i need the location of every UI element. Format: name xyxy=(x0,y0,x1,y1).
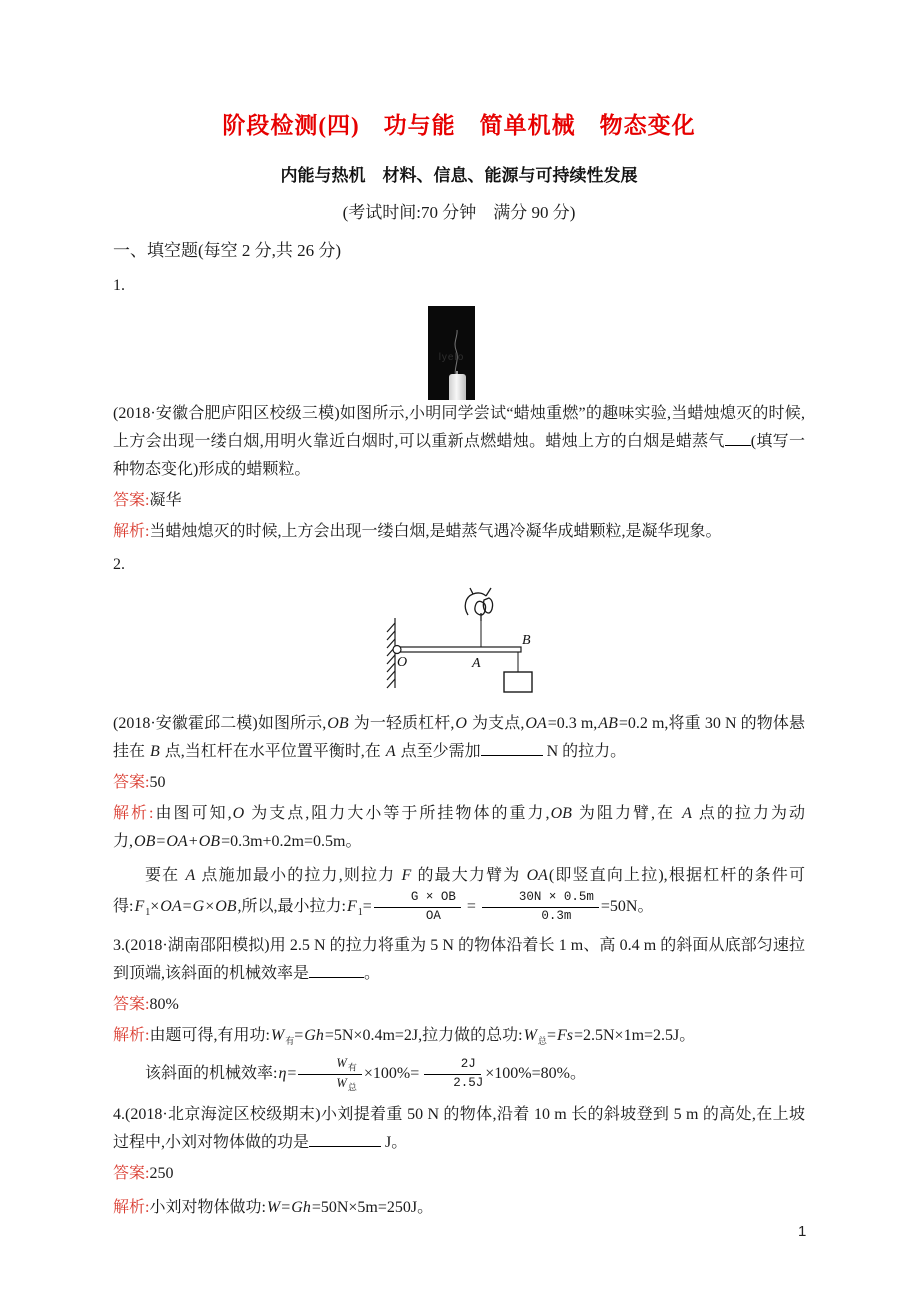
question-2-analysis-line xyxy=(113,800,805,856)
wall-icon xyxy=(387,618,395,688)
section-heading: 一、填空题(每空 2 分,共 26 分) xyxy=(113,241,342,260)
answer-value: 250 xyxy=(149,1164,174,1182)
analysis-text: 小刘对物体做功:W=Gh=50N×5m=250J。 xyxy=(149,1198,434,1216)
answer-label: 答案: xyxy=(113,1164,150,1182)
analysis-label: 解析: xyxy=(113,523,150,540)
answer-label: 答案: xyxy=(113,492,150,509)
label-O: O xyxy=(397,655,408,670)
analysis-text: 由图可知,O 为支点,阻力大小等于所挂物体的重力,OB 为阻力臂,在 A 点的拉力为动力,OB=OA+OB=0.3m+0.2m=0.5m。 xyxy=(113,805,805,850)
answer-value: 凝华 xyxy=(149,492,182,509)
question-1-stem: (2018·安徽合肥庐阳区校级三模)如图所示,小明同学尝试“蜡烛重燃”的趣味实验,当蜡烛熄灭的时候,上方会出现一缕白烟,用明火靠近白烟时,可以重新点燃蜡烛。蜡烛上方的白烟是蜡蒸气 (填写一种物态变化)形成的蜡颗粒。 xyxy=(113,405,805,478)
question-4-analysis-line xyxy=(113,1194,805,1222)
question-2-number: 2. xyxy=(113,556,125,573)
question-2-stem: (2018·安徽霍邱二模)如图所示,OB 为一轻质杠杆,O 为支点,OA=0.3 m,AB=0.2 m,将重 30 N 的物体悬挂在 B 点,当杠杆在水平位置平衡时,在 A 点至少需加 N 的拉力。 xyxy=(113,715,805,760)
question-1-number: 1. xyxy=(113,277,125,294)
question-2-analysis-continued: 要在 A 点施加最小的拉力,则拉力 F 的最大力臂为 OA(即竖直向上拉),根据杠杆的条件可得$:F_1\times OA=G\times OB$,所以,最小拉力$:F_1=$ $\frac{G \times OB}{OA}$ = $\frac{30N \times 0.5m}{0.3m}$ =50N。 xyxy=(113,867,805,923)
exam-info: (考试时间:70 分钟 满分 90 分) xyxy=(342,203,576,222)
fill-in-blank xyxy=(309,1131,381,1147)
label-A: A xyxy=(472,656,481,671)
candle-experiment-image xyxy=(428,306,475,400)
analysis-label: 解析: xyxy=(113,1198,150,1216)
question-1-answer-line xyxy=(113,487,805,515)
page-title: 阶段检测(四) 功与能 简单机械 物态变化 xyxy=(222,113,696,138)
fill-in-blank xyxy=(725,430,751,446)
pivot-icon xyxy=(393,646,401,654)
analysis-text: 当蜡烛熄灭的时候,上方会出现一缕白烟,是蜡蒸气遇冷凝华成蜡颗粒,是凝华现象。 xyxy=(149,523,722,540)
question-1-analysis-line xyxy=(113,518,805,546)
analysis-label: 解析: xyxy=(113,805,154,822)
analysis-text: 由题可得,有用功$:W_有=Gh=5N\times 0.4m=2J$,拉力做的总功$:W_总=Fs=2.5N\times 1m=2.5J$。 xyxy=(149,1027,696,1047)
question-4-stem: 4.(2018·北京海淀区校级期末)小刘提着重 50 N 的物体,沿着 10 m 长的斜坡登到 5 m 的高处,在上坡过程中,小刘对物体做的功是 J。 xyxy=(113,1105,805,1151)
question-2-answer-line xyxy=(113,769,805,797)
page-number: 1 xyxy=(798,1223,807,1240)
page-subtitle: 内能与热机 材料、信息、能源与可持续性发展 xyxy=(280,166,638,185)
weight-box-icon xyxy=(504,672,532,692)
question-3-answer-line xyxy=(113,991,805,1019)
candle-icon xyxy=(449,374,466,400)
answer-value: 50 xyxy=(149,774,166,791)
question-3-analysis-line xyxy=(113,1022,805,1050)
label-B: B xyxy=(522,633,531,648)
watermark-text: lyelo xyxy=(438,352,465,363)
lever-bar-icon xyxy=(399,647,521,652)
analysis-label: 解析: xyxy=(113,1027,150,1045)
question-4-answer-line xyxy=(113,1160,805,1188)
fill-in-blank xyxy=(309,962,364,978)
question-3-analysis-continued: 该斜面的机械效率:η= $\frac{W_有}{W_总}$ ×100%= $\frac{2J}{2.5J}$ ×100%=80%。 xyxy=(145,1056,586,1094)
fill-in-blank xyxy=(481,740,543,756)
lever-diagram-svg xyxy=(380,585,550,700)
question-3-stem: 3.(2018·湖南邵阳模拟)用 2.5 N 的拉力将重为 5 N 的物体沿着长 1 m、高 0.4 m 的斜面从底部匀速拉到顶端,该斜面的机械效率是 。 xyxy=(113,937,805,983)
answer-label: 答案: xyxy=(113,996,150,1014)
lever-diagram xyxy=(380,585,805,710)
answer-label: 答案: xyxy=(113,774,150,791)
hand-icon xyxy=(465,588,492,621)
answer-value: 80% xyxy=(149,996,179,1014)
